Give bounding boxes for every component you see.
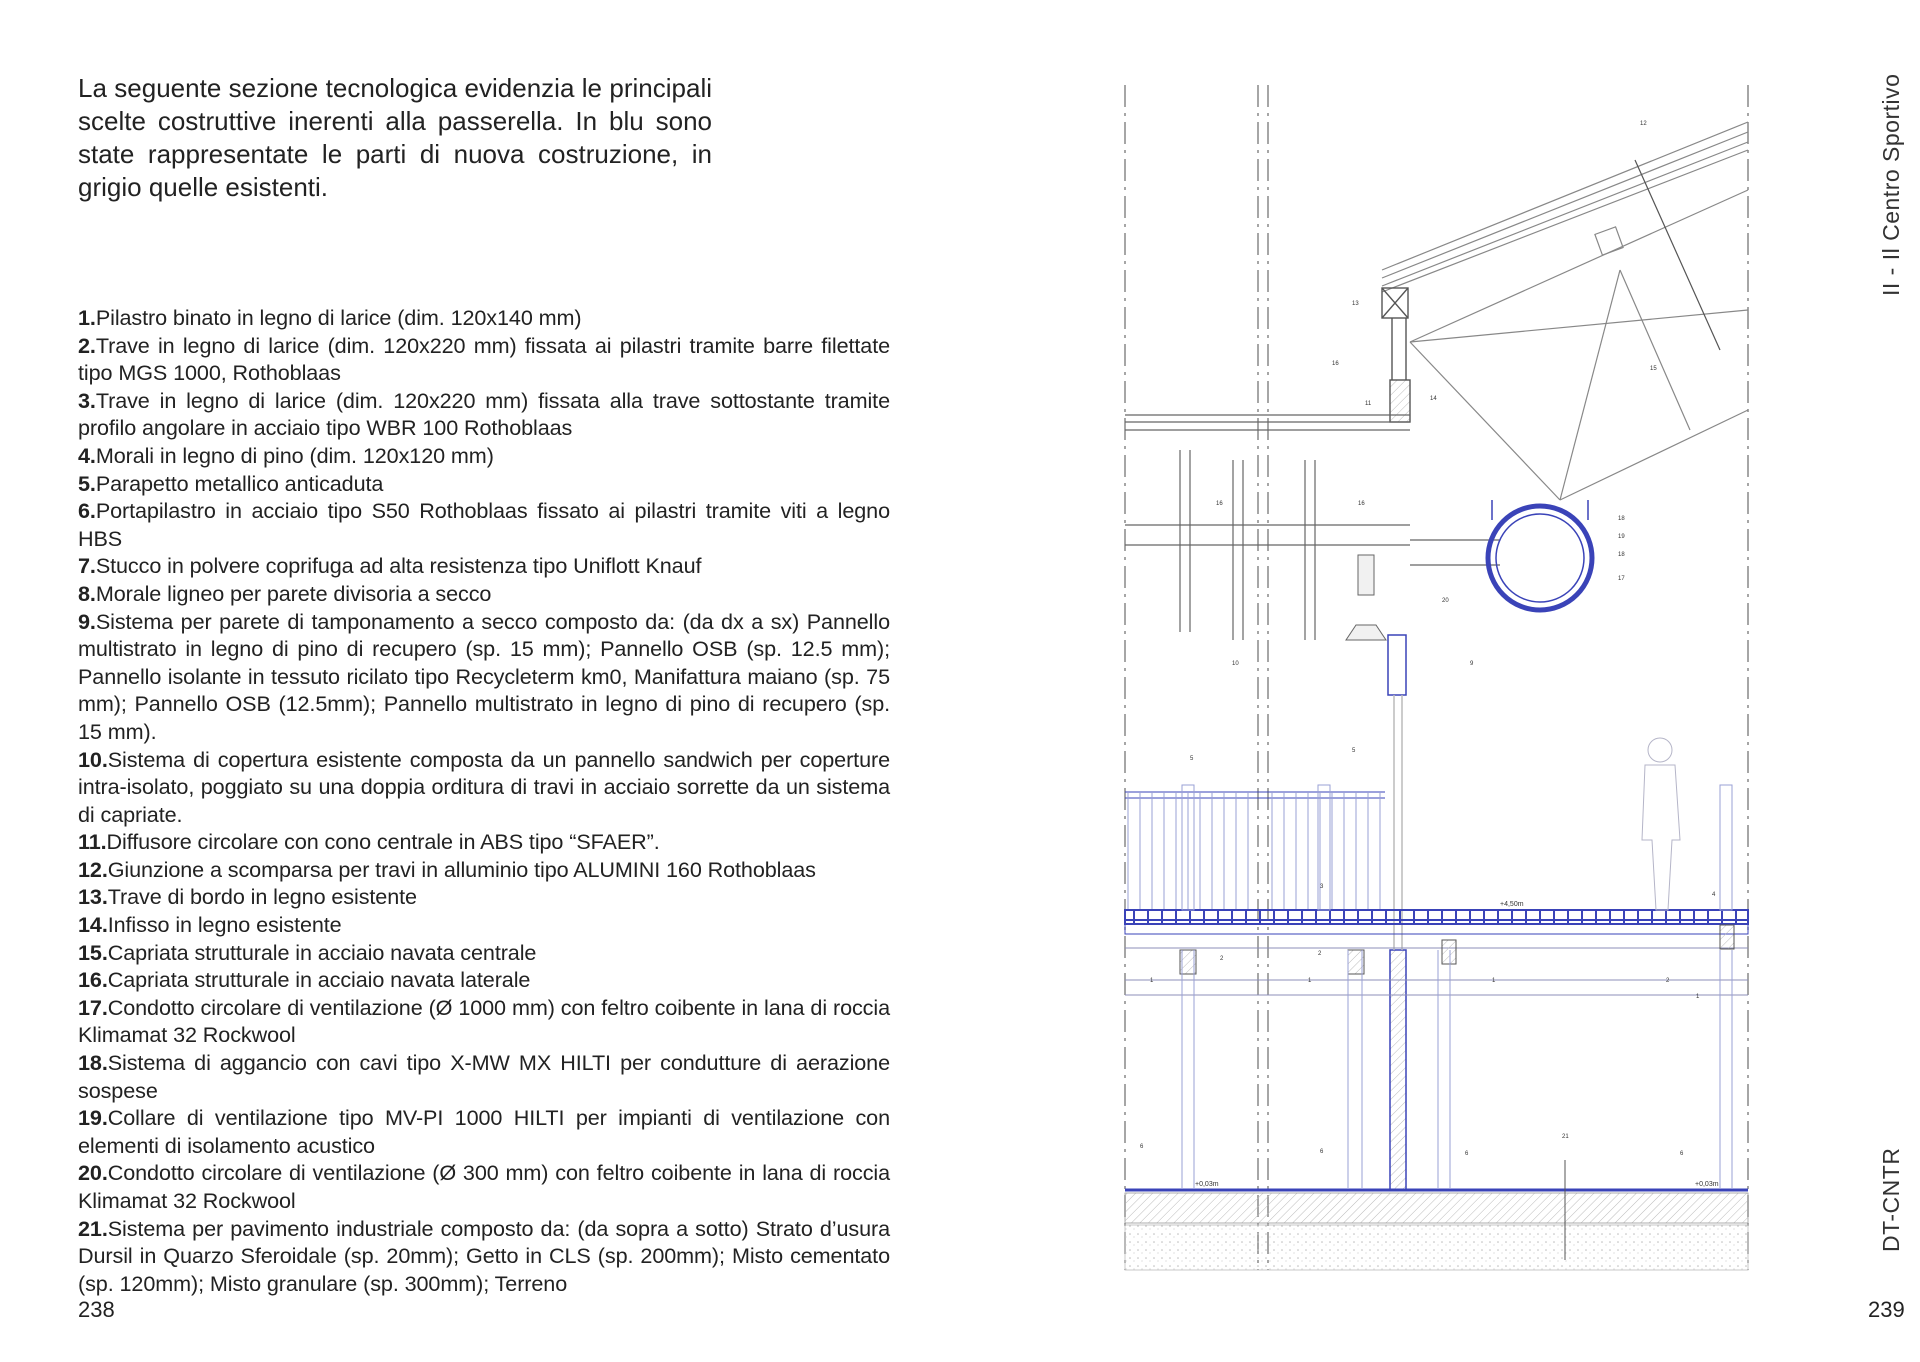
legend-number: 8. xyxy=(78,580,96,606)
legend-text: Trave di bordo in legno esistente xyxy=(107,884,417,910)
legend-number: 5. xyxy=(78,470,96,496)
label-13: 13 xyxy=(1352,301,1359,307)
label-4: 4 xyxy=(1712,892,1716,898)
label-15: 15 xyxy=(1650,366,1657,372)
legend-item xyxy=(78,1159,890,1214)
legend-number: 2. xyxy=(78,332,96,358)
balustrade-bars xyxy=(1128,792,1380,910)
legend-text: Stucco in polvere coprifuga ad alta resistenza tipo Uniflott Knauf xyxy=(95,553,702,579)
legend-text: Sistema di copertura esistente composta da un pannello sandwich per coperture intra-isolato, poggiato su una doppia orditura di travi in acciaio sorrette da un sistema di capriate. xyxy=(78,746,890,827)
legend-item xyxy=(78,332,890,387)
label-6d: 6 xyxy=(1680,1151,1684,1157)
legend-number: 1. xyxy=(78,305,96,330)
post xyxy=(1720,785,1732,910)
ground-floor xyxy=(1125,1160,1748,1270)
legend-item xyxy=(78,966,890,994)
legend-number: 11. xyxy=(78,829,107,855)
legend-item xyxy=(78,552,890,580)
label-11: 11 xyxy=(1365,401,1372,407)
label-17: 17 xyxy=(1618,576,1625,582)
legend-text: Pilastro binato in legno di larice (dim. 120x140 mm) xyxy=(95,305,582,330)
leader-labels xyxy=(1140,121,1716,1157)
legend-item xyxy=(78,828,890,856)
legend-item xyxy=(78,1049,890,1104)
legend-text: Parapetto metallico anticaduta xyxy=(95,470,384,496)
label-9: 9 xyxy=(1470,661,1474,667)
label-16c: 16 xyxy=(1358,501,1365,507)
legend-list xyxy=(78,304,890,1297)
legend-item xyxy=(78,442,890,470)
label-21: 21 xyxy=(1562,1134,1569,1140)
legend-text: Portapilastro in acciaio tipo S50 Rothoblaas fissato ai pilastri tramite viti a legno HBS xyxy=(78,498,890,551)
legend-number: 9. xyxy=(78,608,96,634)
legend-item xyxy=(78,497,890,552)
label-10: 10 xyxy=(1232,661,1239,667)
legend-number: 6. xyxy=(78,498,96,524)
axis-lines xyxy=(1125,85,1748,1270)
label-1d: 1 xyxy=(1696,994,1700,1000)
legend-item xyxy=(78,911,890,939)
legend-item xyxy=(78,304,890,332)
legend-text: Collare di ventilazione tipo MV-PI 1000 HILTI per impianti di ventilazione con elementi di isolamento acustico xyxy=(78,1105,890,1158)
label-14: 14 xyxy=(1430,396,1437,402)
label-2c: 2 xyxy=(1666,978,1670,984)
legend-item xyxy=(78,746,890,829)
diffuser xyxy=(1346,555,1386,640)
person-figure xyxy=(1642,738,1680,910)
legend-text: Sistema per pavimento industriale composto da: (da sopra a sotto) Strato d’usura Dursil in Quarzo Sferoidale (sp. 20mm); Getto in CLS (sp. 200mm); Misto cementato (sp. 120mm); Misto granulare (sp. 300mm); Terreno xyxy=(78,1215,890,1296)
legend-item xyxy=(78,939,890,967)
legend-text: Giunzione a scomparsa per travi in alluminio tipo ALUMINI 160 Rothoblaas xyxy=(107,856,816,882)
legend-item xyxy=(78,856,890,884)
section-code: DT-CNTR xyxy=(1878,1147,1904,1252)
label-6a: 6 xyxy=(1140,1144,1144,1150)
edge-beam xyxy=(1382,288,1410,422)
label-19: 19 xyxy=(1618,534,1625,540)
label-20: 20 xyxy=(1442,598,1449,604)
legend-number: 16. xyxy=(78,967,108,993)
technical-section-drawing xyxy=(1120,80,1770,1280)
label-12: 12 xyxy=(1640,121,1647,127)
legend-text: Trave in legno di larice (dim. 120x220 mm) fissata alla trave sottostante tramite profilo angolare in acciaio tipo WBR 100 Rothoblaas xyxy=(78,387,890,441)
legend-number: 19. xyxy=(78,1105,108,1131)
legend-text: Condotto circolare di ventilazione (Ø 1000 mm) con feltro coibente in lana di roccia Klimamat 32 Rockwool xyxy=(78,994,890,1048)
label-1b: 1 xyxy=(1308,978,1312,984)
legend-text: Capriata strutturale in acciaio navata centrale xyxy=(107,939,537,965)
legend-number: 7. xyxy=(78,553,96,579)
level-lower-right: +0,03m xyxy=(1695,1181,1719,1188)
label-6c: 6 xyxy=(1465,1151,1469,1157)
legend-number: 20. xyxy=(78,1160,108,1186)
legend-number: 4. xyxy=(78,442,96,468)
level-lower-left: +0,03m xyxy=(1195,1181,1219,1188)
label-6b: 6 xyxy=(1320,1149,1324,1155)
legend-text: Sistema di aggancio con cavi tipo X-MW MX HILTI per condutture di aerazione sospese xyxy=(78,1050,890,1103)
legend-text: Morale ligneo per parete divisoria a secco xyxy=(95,580,492,606)
columns xyxy=(1182,785,1732,1188)
existing-roof xyxy=(1382,122,1748,500)
upper-slab xyxy=(1125,415,1500,640)
label-2a: 2 xyxy=(1220,956,1224,962)
label-16b: 16 xyxy=(1216,501,1223,507)
label-2b: 2 xyxy=(1318,951,1322,957)
label-18b: 18 xyxy=(1618,552,1625,558)
legend-text: Morali in legno di pino (dim. 120x120 mm) xyxy=(95,442,494,468)
walkway-deck xyxy=(1125,910,1748,934)
legend-number: 3. xyxy=(78,387,96,413)
label-5a: 5 xyxy=(1190,756,1194,762)
label-1c: 1 xyxy=(1492,978,1496,984)
legend-number: 21. xyxy=(78,1215,108,1241)
legend-number: 14. xyxy=(78,912,108,938)
legend-text: Infisso in legno esistente xyxy=(107,912,342,938)
structure xyxy=(1125,925,1748,995)
level-upper: +4,50m xyxy=(1500,901,1524,908)
legend-number: 15. xyxy=(78,939,108,965)
legend-item xyxy=(78,994,890,1049)
legend-item xyxy=(78,387,890,442)
legend-number: 10. xyxy=(78,746,108,772)
label-18a: 18 xyxy=(1618,516,1625,522)
legend-text: Condotto circolare di ventilazione (Ø 300 mm) con feltro coibente in lana di roccia Klimamat 32 Rockwool xyxy=(78,1160,890,1213)
ventilation-duct xyxy=(1488,500,1592,610)
legend-item xyxy=(78,883,890,911)
label-5b: 5 xyxy=(1352,748,1356,754)
legend-number: 18. xyxy=(78,1050,108,1076)
intro-paragraph: La seguente sezione tecnologica evidenzia le principali scelte costruttive inerenti alla passerella. In blu sono state rappresentate le parti di nuova costruzione, in grigio quelle esistenti. xyxy=(78,73,712,202)
legend-text: Sistema per parete di tamponamento a secco composto da: (da dx a sx) Pannello multistrato in legno di pino di recupero (sp. 15 mm); Pannello OSB (sp. 12.5 mm); Pannello isolante in tessuto ricilato tipo Recycleterm km0, Manifattura maiano (sp. 75 mm); Pannello OSB (12.5mm); Pannello multistrato in legno di pino di recupero (sp. 15 mm). xyxy=(78,608,890,744)
legend-text: Capriata strutturale in acciaio navata laterale xyxy=(107,967,531,993)
legend-item xyxy=(78,1104,890,1159)
label-1a: 1 xyxy=(1150,978,1154,984)
legend-item xyxy=(78,1215,890,1298)
label-3: 3 xyxy=(1320,884,1324,890)
legend-item xyxy=(78,470,890,498)
legend-item xyxy=(78,608,890,746)
page-number-right: 239 xyxy=(1868,1297,1905,1322)
legend-number: 17. xyxy=(78,994,108,1020)
legend-number: 12. xyxy=(78,856,108,882)
legend-text: Trave in legno di larice (dim. 120x220 mm) fissata ai pilastri tramite barre filettate tipo MGS 1000, Rothoblaas xyxy=(78,332,890,386)
legend-text: Diffusore circolare con cono centrale in ABS tipo “SFAER”. xyxy=(106,829,660,855)
chapter-label: II - Il Centro Sportivo xyxy=(1878,73,1904,296)
page-number-left: 238 xyxy=(78,1297,115,1322)
legend-item xyxy=(78,580,890,608)
label-16a: 16 xyxy=(1332,361,1339,367)
legend-number: 13. xyxy=(78,884,108,910)
